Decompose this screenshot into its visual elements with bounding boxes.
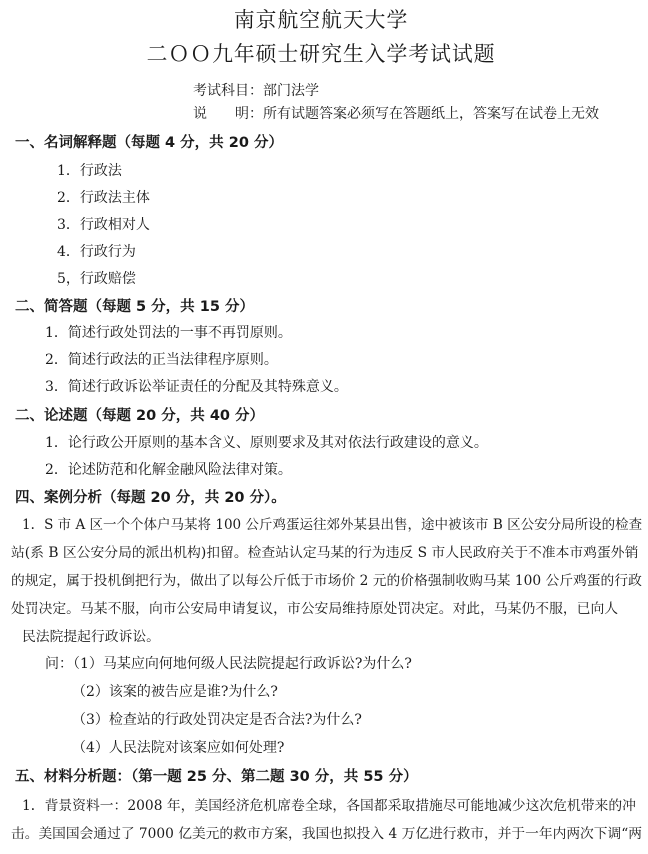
subject-label: 考试科目： [193,83,263,99]
section-2-item: 3．简述行政诉讼举证责任的分配及其特殊意义。 [45,379,348,395]
section-3-item: 2．论述防范和化解金融风险法律对策。 [45,462,292,478]
case-line: 处罚决定。马某不服，向市公安局申请复议，市公安局维持原处罚决定。对此，马某仍不服，已向人 [11,601,619,617]
section-2-item: 1．简述行政处罚法的一事不再罚原则。 [45,325,292,341]
note-label: 说 明： [193,106,263,122]
case-line: 站(系 B 区公安分局的派出机构)扣留。检查站认定马某的行为违反 S 市人民政府关于不准本市鸡蛋外销 [11,545,639,561]
case-line: 1．S 市 A 区一个个体户马某将 100 公斤鸡蛋运往郊外某县出售，途中被该市 B 区公安分局所设的检查 [22,517,643,533]
section-1-item: 2．行政法主体 [57,190,150,206]
subject-value: 部门法学 [263,83,319,99]
material-line: 击。美国国会通过了 7000 亿美元的救市方案，我国也拟投入 4 万亿进行救市，并于一年内两次下调“两 [11,826,642,842]
case-line: 的规定，属于投机倒把行为，做出了以每公斤低于市场价 2 元的价格强制收购马某 100 公斤鸡蛋的行政 [11,573,642,589]
case-question: 问：（1）马某应向何地何级人民法院提起行政诉讼?为什么? [45,656,412,672]
section-1-item: 3．行政相对人 [57,217,150,233]
material-line: 1．背景资料一：2008 年，美国经济危机席卷全球，各国都采取措施尽可能地减少这次危机带来的冲 [22,798,636,814]
case-question: （4）人民法院对该案应如何处理? [72,740,285,756]
case-question: （2）该案的被告应是谁?为什么? [72,684,278,700]
case-question: （3）检查站的行政处罚决定是否合法?为什么? [72,712,362,728]
section-3-item: 1．论行政公开原则的基本含义、原则要求及其对依法行政建设的意义。 [45,435,488,451]
subject-line [193,80,319,100]
school-name: 南京航空航天大学 [233,8,409,32]
section-1-item: 5，行政赔偿 [57,271,136,287]
section-5-heading: 五、材料分析题：（第一题 25 分、第二题 30 分，共 55 分） [15,769,418,785]
section-1-item: 1．行政法 [57,163,122,179]
note-line [193,103,599,123]
exam-title: 二ＯＯ九年硕士研究生入学考试试题 [146,42,496,66]
case-line: 民法院提起行政诉讼。 [22,629,160,645]
section-3-heading: 二、论述题（每题 20 分，共 40 分） [15,408,265,424]
note-text: 所有试题答案必须写在答题纸上，答案写在试卷上无效 [263,106,599,122]
section-1-heading: 一、名词解释题（每题 4 分，共 20 分） [15,135,283,151]
section-1-item: 4．行政行为 [57,244,136,260]
section-2-heading: 二、简答题（每题 5 分，共 15 分） [15,299,254,315]
section-4-heading: 四、案例分析（每题 20 分，共 20 分）。 [15,490,286,506]
section-2-item: 2．简述行政法的正当法律程序原则。 [45,352,278,368]
